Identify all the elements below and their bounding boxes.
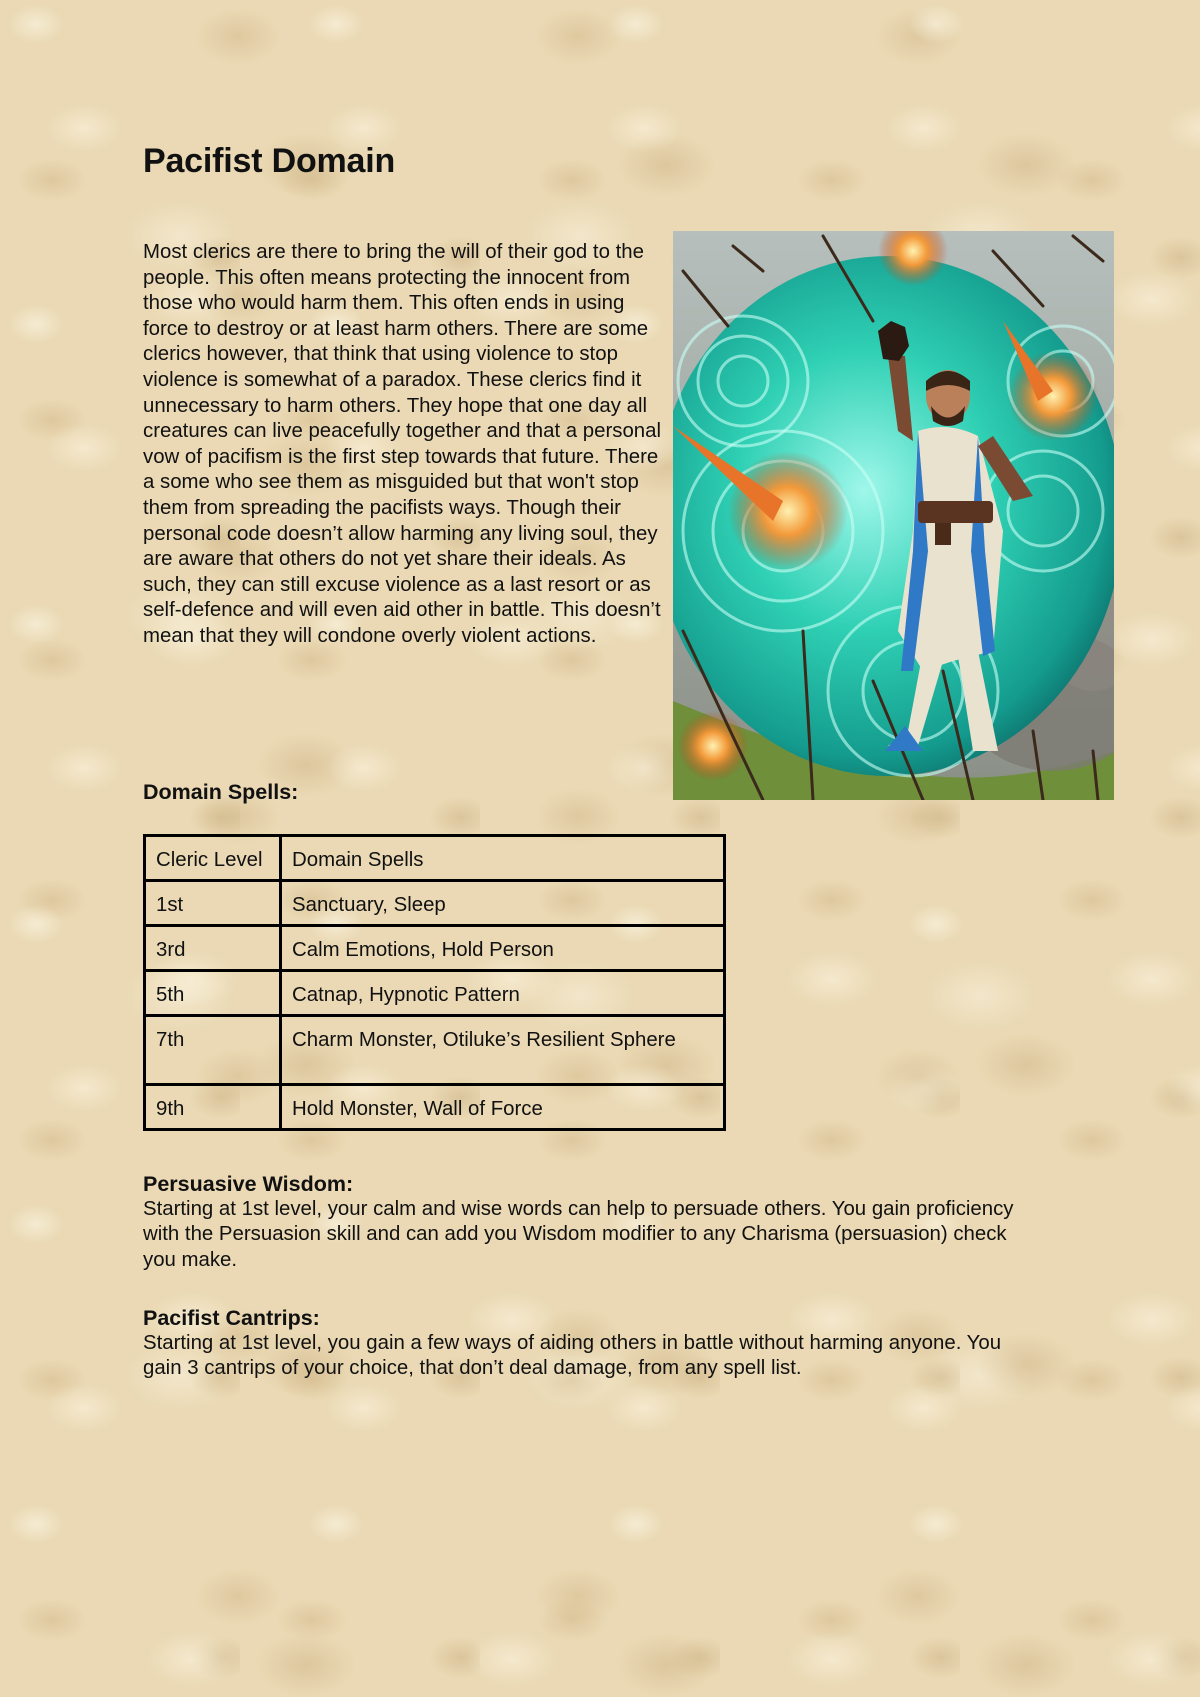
feature-persuasive-wisdom <box>143 1172 1043 1273</box>
table-cell-spells: Hold Monster, Wall of Force <box>281 1085 725 1130</box>
table-header-cell: Cleric Level <box>145 836 281 881</box>
table-row <box>145 1085 725 1130</box>
table-cell-spells: Catnap, Hypnotic Pattern <box>281 971 725 1016</box>
table-row <box>145 971 725 1016</box>
feature-text: Starting at 1st level, you gain a few ways of aiding others in battle without harming anyone. You gain 3 cantrips of your choice, that don’t deal damage, from any spell list. <box>143 1332 1002 1380</box>
domain-spells-heading: Domain Spells: <box>143 780 299 804</box>
table-cell-level: 3rd <box>145 926 281 971</box>
feature-heading: Pacifist Cantrips: <box>143 1306 320 1330</box>
table-cell-level: 5th <box>145 971 281 1016</box>
cleric-illustration <box>673 231 1114 800</box>
table-cell-spells: Calm Emotions, Hold Person <box>281 926 725 971</box>
table-header-row <box>145 836 725 881</box>
intro-paragraph: Most clerics are there to bring the will of their god to the people. This often means protecting the innocent from those who would harm them. This often ends in using force to destroy or at least harm others. There are some clerics however, that think that using violence to stop violence is somewhat of a paradox. These clerics find it unnecessary to harm others. They hope that one day all creatures can live peacefully together and that a personal vow of pacifism is the first step towards that future. There a some who see them as misguided but that won't stop them from spreading the pacifists ways. Though their personal code doesn’t allow harming any living soul, they are aware that others do not yet share their ideals. As such, they can still excuse violence as a last resort or as self-defence and will even aid other in battle. This doesn’t mean that they will condone overly violent actions. <box>143 241 662 647</box>
table-cell-level: 9th <box>145 1085 281 1130</box>
table-row <box>145 881 725 926</box>
feature-heading: Persuasive Wisdom: <box>143 1172 354 1196</box>
page-title: Pacifist Domain <box>143 142 396 180</box>
table-header-cell: Domain Spells <box>281 836 725 881</box>
table-row <box>145 1016 725 1085</box>
table-cell-level: 1st <box>145 881 281 926</box>
feature-pacifist-cantrips <box>143 1306 1043 1382</box>
table-cell-spells: Charm Monster, Otiluke’s Resilient Sphere <box>281 1016 725 1085</box>
feature-text: Starting at 1st level, your calm and wise words can help to persuade others. You gain proficiency with the Persuasion skill and can add you Wisdom modifier to any Charisma (persuasion) check you make. <box>143 1198 1014 1271</box>
domain-spells-table <box>143 834 726 1131</box>
table-row <box>145 926 725 971</box>
table-cell-level: 7th <box>145 1016 281 1085</box>
table-cell-spells: Sanctuary, Sleep <box>281 881 725 926</box>
